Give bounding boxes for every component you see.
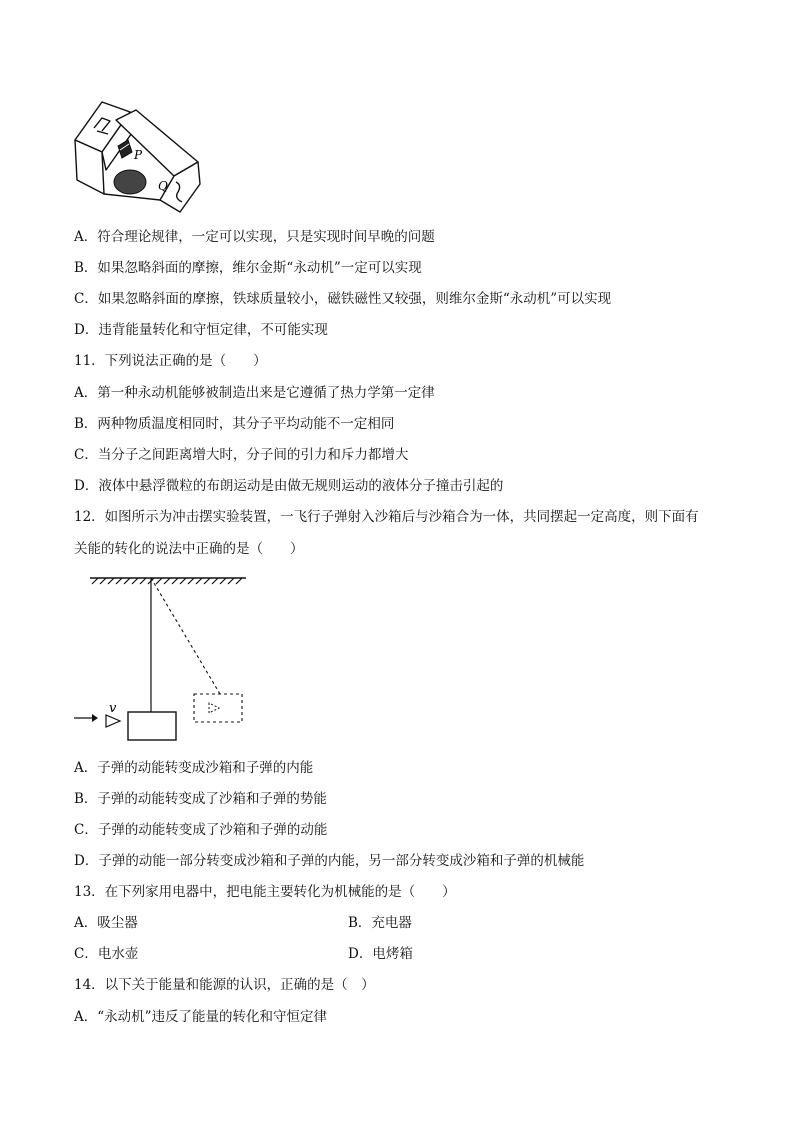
q11-option-c: C．当分子之间距离增大时，分子间的引力和斥力都增大 (74, 447, 409, 463)
q12-stem-line2: 关能的转化的说法中正确的是（ ） (74, 541, 304, 557)
q13-option-b: B．充电器 (348, 915, 412, 931)
q11-option-d: D．液体中悬浮微粒的布朗运动是由做无规则运动的液体分子撞击引起的 (74, 478, 504, 494)
q14-option-a: A．“永动机”违反了能量的转化和守恒定律 (74, 1009, 328, 1025)
q10-option-b: B．如果忽略斜面的摩擦，维尔金斯“永动机”一定可以实现 (74, 260, 422, 276)
q11-option-b: B．两种物质温度相同时，其分子平均动能不一定相同 (74, 416, 395, 432)
q11-stem: 11．下列说法正确的是（ ） (74, 353, 267, 369)
q13-option-a: A．吸尘器 (74, 915, 138, 931)
q12-option-b: B．子弹的动能转变成了沙箱和子弹的势能 (74, 791, 327, 807)
q13-stem: 13．在下列家用电器中，把电能主要转化为机械能的是（ ） (74, 884, 456, 900)
q10-option-c: C．如果忽略斜面的摩擦，铁球质量较小，磁铁磁性又较强，则维尔金斯“永动机”可以实现 (74, 291, 612, 307)
q10-option-a: A．符合理论规律，一定可以实现，只是实现时间早晚的问题 (74, 229, 435, 245)
q11-option-a: A．第一种永动机能够被制造出来是它遵循了热力学第一定律 (74, 385, 435, 401)
velocity-label: v (109, 701, 117, 716)
q10-option-d: D．违背能量转化和守恒定律，不可能实现 (74, 322, 328, 338)
q12-option-a: A．子弹的动能转变成沙箱和子弹的内能 (74, 760, 314, 776)
q12-stem-line1: 12．如图所示为冲击摆实验装置，一飞行子弹射入沙箱后与沙箱合为一体，共同摆起一定高度，则下面有 (74, 509, 699, 525)
label-p: P (134, 148, 143, 162)
q13-option-d: D．电烤箱 (348, 946, 413, 962)
perpetual-motion-figure (72, 100, 208, 218)
label-q: Q (158, 179, 168, 193)
q13-option-c: C．电水壶 (74, 946, 139, 962)
q14-stem: 14．以下关于能量和能源的认识，正确的是（ ） (74, 977, 375, 993)
q12-option-d: D．子弹的动能一部分转变成沙箱和子弹的内能，另一部分转变成沙箱和子弹的机械能 (74, 853, 585, 869)
q12-option-c: C．子弹的动能转变成了沙箱和子弹的动能 (74, 822, 328, 838)
ballistic-pendulum-figure (70, 568, 255, 746)
